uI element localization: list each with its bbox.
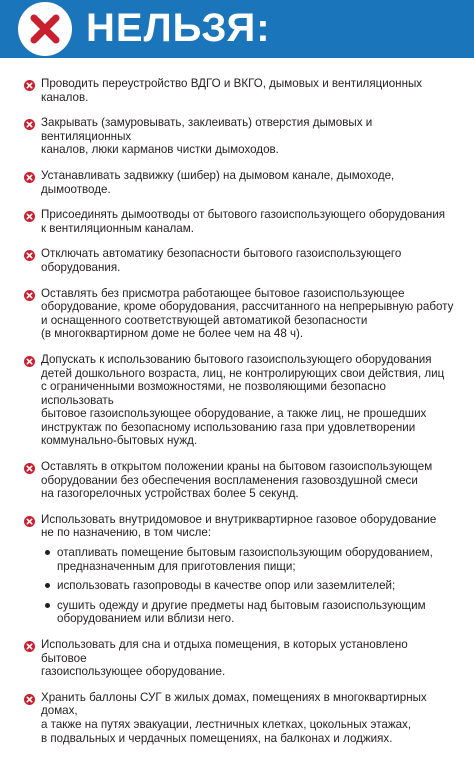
list-item-text: Проводить переустройство ВДГО и ВКГО, дымовых и вентиляционных каналов. [41,77,423,104]
list-item-text: Допускать к использованию бытового газоиспользующего оборудования детей дошкольного возраста, лиц, не контролирующих свои действия, лиц с ограниченными возможностями, не позволяющими безопасно использовать бытовое газоиспользующее оборудование, а также лиц, не прошедших инструктаж по безопасному использованию газа при удовлетворении коммунально-бытовых нужд. [41,352,445,448]
list-item-text: Присоединять дымоотводы от бытового газоиспользующего оборудования к вентиляционным каналам. [41,208,446,235]
bullet-dot-icon [45,583,50,588]
sub-list-item-text: отапливать помещение бытовым газоиспользующим оборудованием, предназначенным для приготовления пищи; [57,546,433,573]
list-item [24,460,454,501]
list-item [24,513,454,626]
sub-list-item-text: сушить одежду и другие предметы над бытовым газоиспользующим оборудованием или вблизи него. [57,598,426,626]
list-item-text: Закрывать (замуровывать, заклеивать) отверстия дымовых и вентиляционных каналов, люки карманов чистки дымоходов. [41,116,373,157]
list-item [24,169,454,196]
bullet-dot-icon [45,550,50,555]
list-item [24,691,454,745]
cross-bullet-icon [24,514,35,525]
page-title: НЕЛЬЗЯ: [86,6,271,50]
list-item [24,287,454,341]
cross-bullet-icon [24,354,35,365]
cross-bullet-icon [24,461,35,472]
sub-list [41,546,454,626]
cross-bullet-icon [24,170,35,181]
list-item [24,247,454,274]
sub-list-item [41,546,454,573]
list-item [24,353,454,448]
prohibitions-list [24,77,454,757]
list-item-text: Отключать автоматику безопасности бытового газоиспользующего оборудования. [41,247,402,274]
list-item [24,208,454,235]
list-item-text: Оставлять в открытом положении краны на бытовом газоиспользующем оборудовании без обеспечения воспламенения газовоздушной смеси на газогорелочных устройствах более 5 секунд. [41,460,433,501]
cross-bullet-icon [24,692,35,703]
sub-list-item [41,599,454,626]
list-item-text: Оставлять без присмотра работающее бытовое газоиспользующее оборудование, кроме оборудования, рассчитанного на непрерывную работу и оснащенного соответствующей автоматикой безопасности (в многоквартирном доме не более чем на 48 ч). [41,286,454,341]
list-item-text: Использовать внутридомовое и внутриквартирное газовое оборудование не по назначению, в том числе: [41,512,437,540]
list-item-text: Хранить баллоны СУГ в жилых домах, помещениях в многоквартирных домах, а также на путях эвакуации, лестничных клетках, цокольных этажах, в подвальных и чердачных помещениях, на балконах и лоджиях. [41,690,427,745]
bullet-dot-icon [45,603,50,608]
cross-bullet-icon [24,288,35,299]
cross-bullet-icon [24,248,35,259]
sub-list-item-text: использовать газопроводы в качестве опор или заземлителей; [57,579,396,593]
cross-icon [18,2,72,56]
list-item [24,116,454,157]
list-item [24,638,454,679]
list-item-text: Устанавливать задвижку (шибер) на дымовом канале, дымоходе, дымоотводе. [41,168,395,196]
cross-bullet-icon [24,117,35,128]
sub-list-item [41,579,454,593]
list-item [24,77,454,104]
cross-bullet-icon [24,209,35,220]
header-banner [0,0,474,58]
cross-bullet-icon [24,78,35,89]
list-item-text: Использовать для сна и отдыха помещения, в которых установлено бытовое газоиспользующее оборудование. [41,638,408,679]
cross-bullet-icon [24,639,35,650]
